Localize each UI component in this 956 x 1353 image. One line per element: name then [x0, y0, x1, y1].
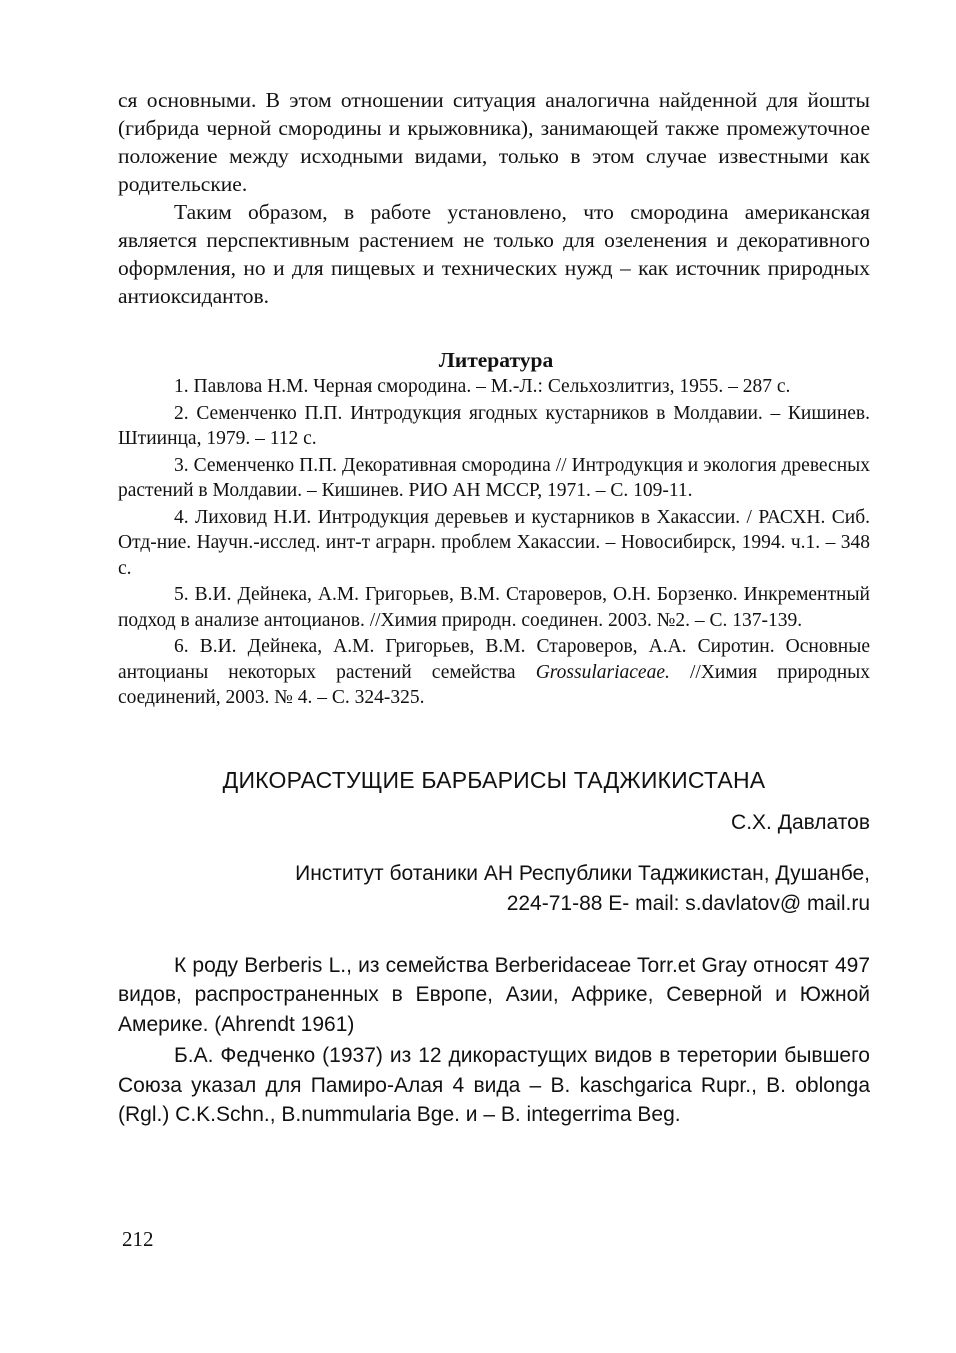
article-author: С.Х. Давлатов [731, 810, 870, 834]
continued-paragraph: ся основными. В этом отношении ситуация аналогична найденной для йошты (гибрида черной смородины и крыжовника), занимающей также промежуточное положение между исходными видами, только в этом случае известными как родительские. [118, 88, 870, 196]
reference-item: 2. Семенченко П.П. Интродукция ягодных кустарников в Молдавии. – Кишинев. Штиинца, 1979. – 112 с. [118, 402, 870, 449]
conclusion-paragraph: Таким образом, в работе установлено, что смородина американская является перспективным растением не только для озеленения и декоративного оформления, но и для пищевых и технических нужд – как источник природных антиоксидантов. [118, 200, 870, 308]
article-title: ДИКОРАСТУЩИЕ БАРБАРИСЫ ТАДЖИКИСТАНА [222, 766, 766, 793]
reference-text: 6. В.И. Дейнека, А.М. Григорьев, В.М. Староверов, А.А. Сиротин. Основные антоцианы некоторых растений семейства [118, 636, 870, 683]
reference-item: 1. Павлова Н.М. Черная смородина. – М.-Л.: Сельхозлитгиз, 1955. – 287 с. [174, 376, 791, 397]
page-content [118, 86, 870, 1130]
reference-list [118, 374, 870, 711]
page-number: 212 [122, 1227, 154, 1251]
affiliation-line: Институт ботаники АН Республики Таджикистан, Душанбе, [295, 861, 870, 885]
literature-heading: Литература [438, 348, 554, 372]
article-paragraph: К роду Berberis L., из семейства Berberidaceae Torr.et Gray относят 497 видов, распространенных в Европе, Азии, Африке, Северной и Южной Америке. (Ahrendt 1961) [118, 953, 870, 1036]
reference-italic-taxon: Grossulariaceae. [535, 661, 670, 683]
reference-item: 4. Лиховид Н.И. Интродукция деревьев и кустарников в Хакассии. / РАСХН. Сиб. Отд-ние. Научн.-исслед. инт-т аграрн. проблем Хакассии. – Новосибирск, 1994. ч.1. – 348 с. [118, 506, 870, 579]
reference-item: 5. В.И. Дейнека, А.М. Григорьев, В.М. Староверов, О.Н. Борзенко. Инкрементный подход в анализе антоцианов. //Химия природн. соединен. 2003. №2. – С. 137-139. [118, 584, 870, 631]
affiliation-contact: 224-71-88 E- mail: s.davlatov@ mail.ru [506, 891, 870, 915]
article-affiliation [118, 859, 870, 919]
reference-item: 3. Семенченко П.П. Декоративная смородина // Интродукция и экология древесных растений в Молдавии. – Кишинев. РИО АН МССР, 1971. – С. 109-11. [118, 454, 870, 501]
reference-text: //Химия природных соединений, 2003. № 4. – С. 324-325. [118, 661, 871, 708]
reference-item [118, 634, 870, 711]
article-paragraph: Б.А. Федченко (1937) из 12 дикорастущих видов в теретории бывшего Союза указал для Памиро-Алая 4 вида – B. kaschgarica Rupr., B. oblonga (Rgl.) C.K.Schn., B.nummularia Bge. и – B. integerrima Beg. [118, 1044, 870, 1126]
